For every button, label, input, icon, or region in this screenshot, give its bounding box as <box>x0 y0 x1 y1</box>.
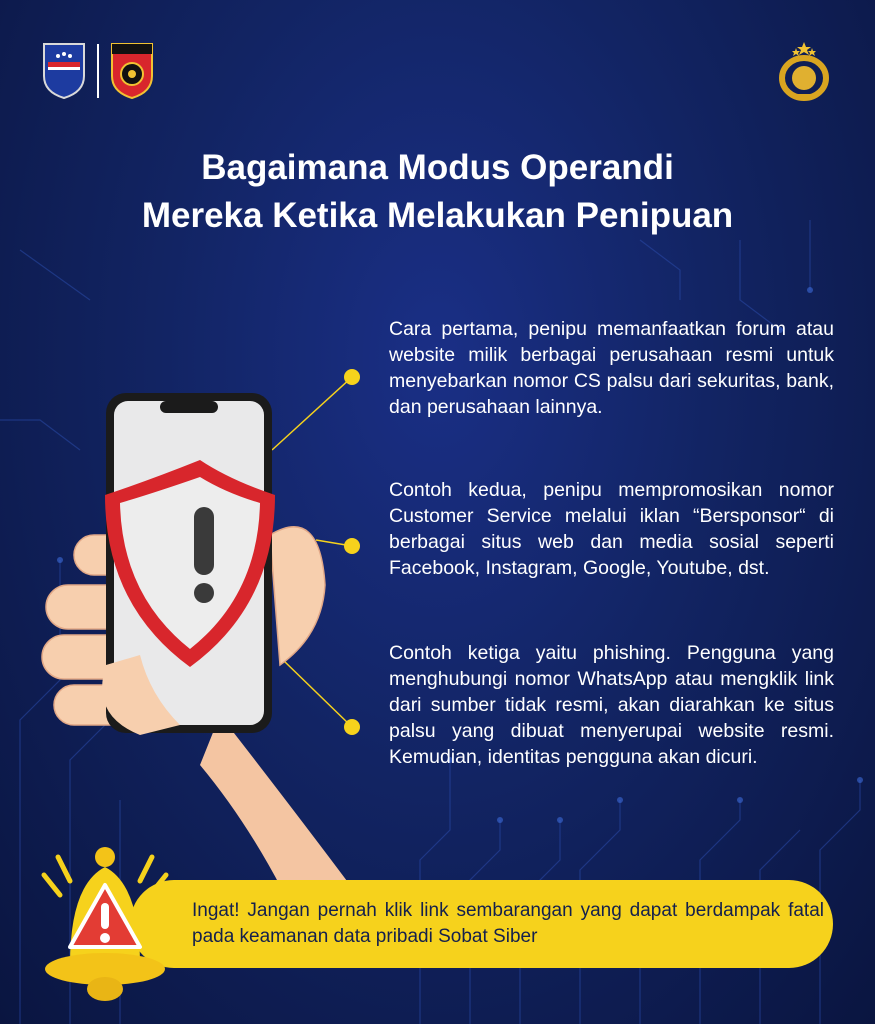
forearm <box>200 715 410 905</box>
title-line-2: Mereka Ketika Melakukan Penipuan <box>141 196 734 235</box>
warning-banner-text: Ingat! Jangan pernah klik link sembarangan yang dapat berdampak fatal pada keamanan data pribadi Sobat Siber <box>192 900 824 947</box>
point-2-text: Contoh kedua, penipu mempromosikan nomor Customer Service melalui iklan “Bersponsor“ di berbagai situs web dan media sosial seperti Facebook, Instagram, Google, Youtube, dst. <box>389 479 834 579</box>
point-1-text: Cara pertama, penipu memanfaatkan forum atau website milik berbagai perusahaan resmi untuk menyebarkan nomor CS palsu dari sekuritas, bank, dan perusahaan lainnya. <box>389 318 834 418</box>
phone-notch <box>160 401 218 413</box>
callout-dot-1 <box>344 369 360 385</box>
point-3-text: Contoh ketiga yaitu phishing. Pengguna yang menghubungi nomor WhatsApp atau mengklik link dari sumber tidak resmi, akan diarahkan ke situs palsu yang dibuat menyerupai website resmi. Kemudian, identitas pengguna akan dicuri. <box>389 642 834 768</box>
bell-warning-icon <box>30 845 180 1005</box>
phone-in-hand-illustration <box>30 385 410 905</box>
exclamation-icon <box>194 507 214 575</box>
title-line-1: Bagaimana Modus Operandi <box>201 148 674 187</box>
